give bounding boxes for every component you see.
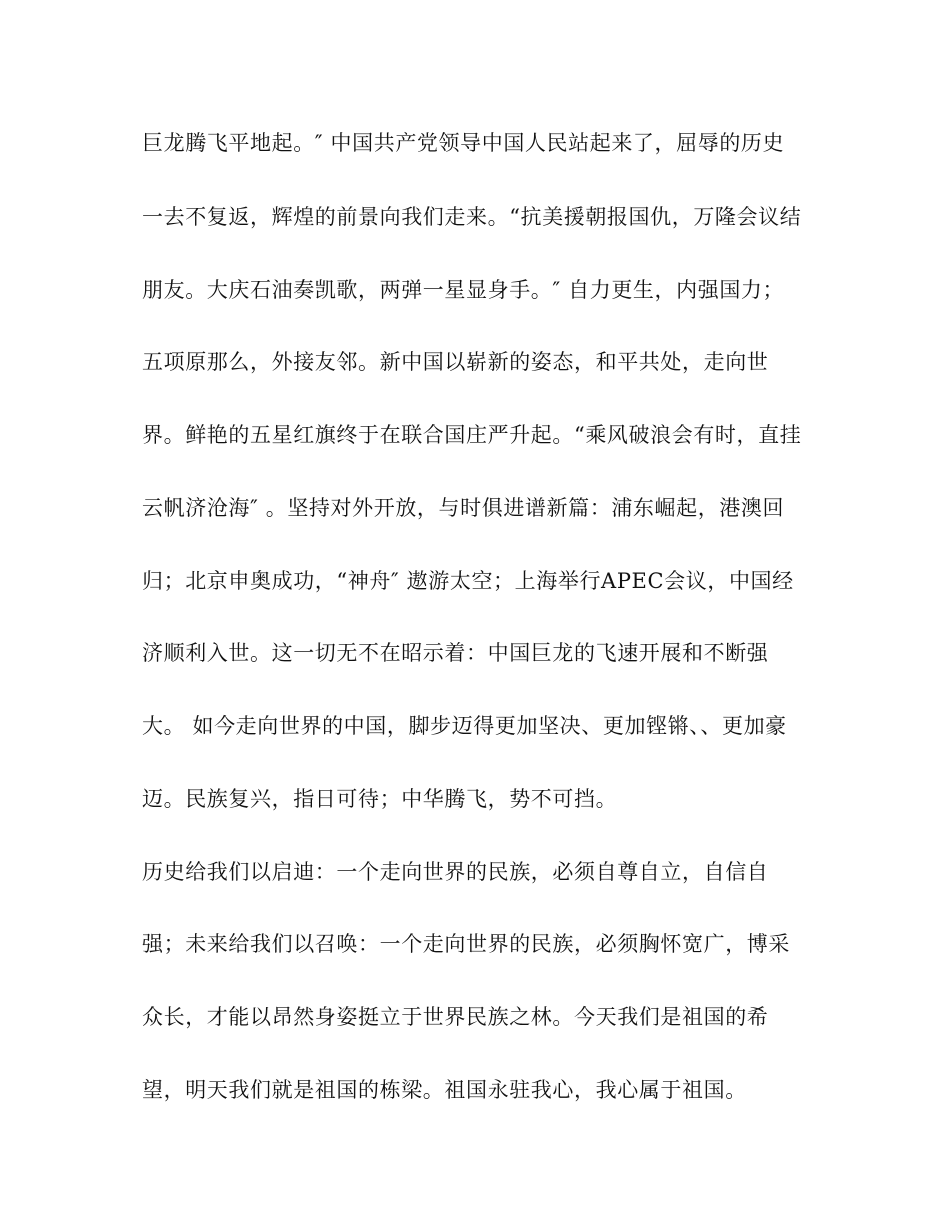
text-line-1: 巨龙腾飞平地起。″ 中国共产党领导中国人民站起来了，屈辱的历史 [142,131,785,155]
text-line-6: 云帆济沧海″ 。坚持对外开放，与时俱进谱新篇：浦东崛起，港澳回 [142,496,785,520]
text-line-7: 归；北京申奥成功，“神舟″ 遨游太空；上海举行APEC会议，中国经 [142,569,794,593]
text-line-3: 朋友。大庆石油奏凯歌，两弹一星显身手。″ 自力更生，内强国力； [142,278,785,302]
text-line-13: 众长，才能以昂然身姿挺立于世界民族之林。今天我们是祖国的希 [142,1005,769,1029]
text-line-10: 迈。民族复兴，指日可待；中华腾飞，势不可挡。 [142,787,618,811]
text-line-11: 历史给我们以启迪：一个走向世界的民族，必须自尊自立，自信自 [142,860,769,884]
text-line-12: 强；未来给我们以召唤：一个走向世界的民族，必须胸怀宽广，博采 [142,932,790,956]
text-line-2: 一去不复返，辉煌的前景向我们走来。“抗美援朝报国仇，万隆会议结 [142,205,802,229]
text-line-9: 大。 如今走向世界的中国，脚步迈得更加坚决、更加铿锵、、更加豪 [142,714,787,738]
text-line-14: 望，明天我们就是祖国的栋梁。祖国永驻我心，我心属于祖国。 [142,1078,747,1102]
text-line-4: 五项原那么，外接友邻。新中国以崭新的姿态，和平共处，走向世 [142,350,769,374]
text-line-5: 界。鲜艳的五星红旗终于在联合国庄严升起。“乘风破浪会有时，直挂 [142,423,802,447]
text-line-8: 济顺利入世。这一切无不在昭示着：中国巨龙的飞速开展和不断强 [142,641,769,665]
